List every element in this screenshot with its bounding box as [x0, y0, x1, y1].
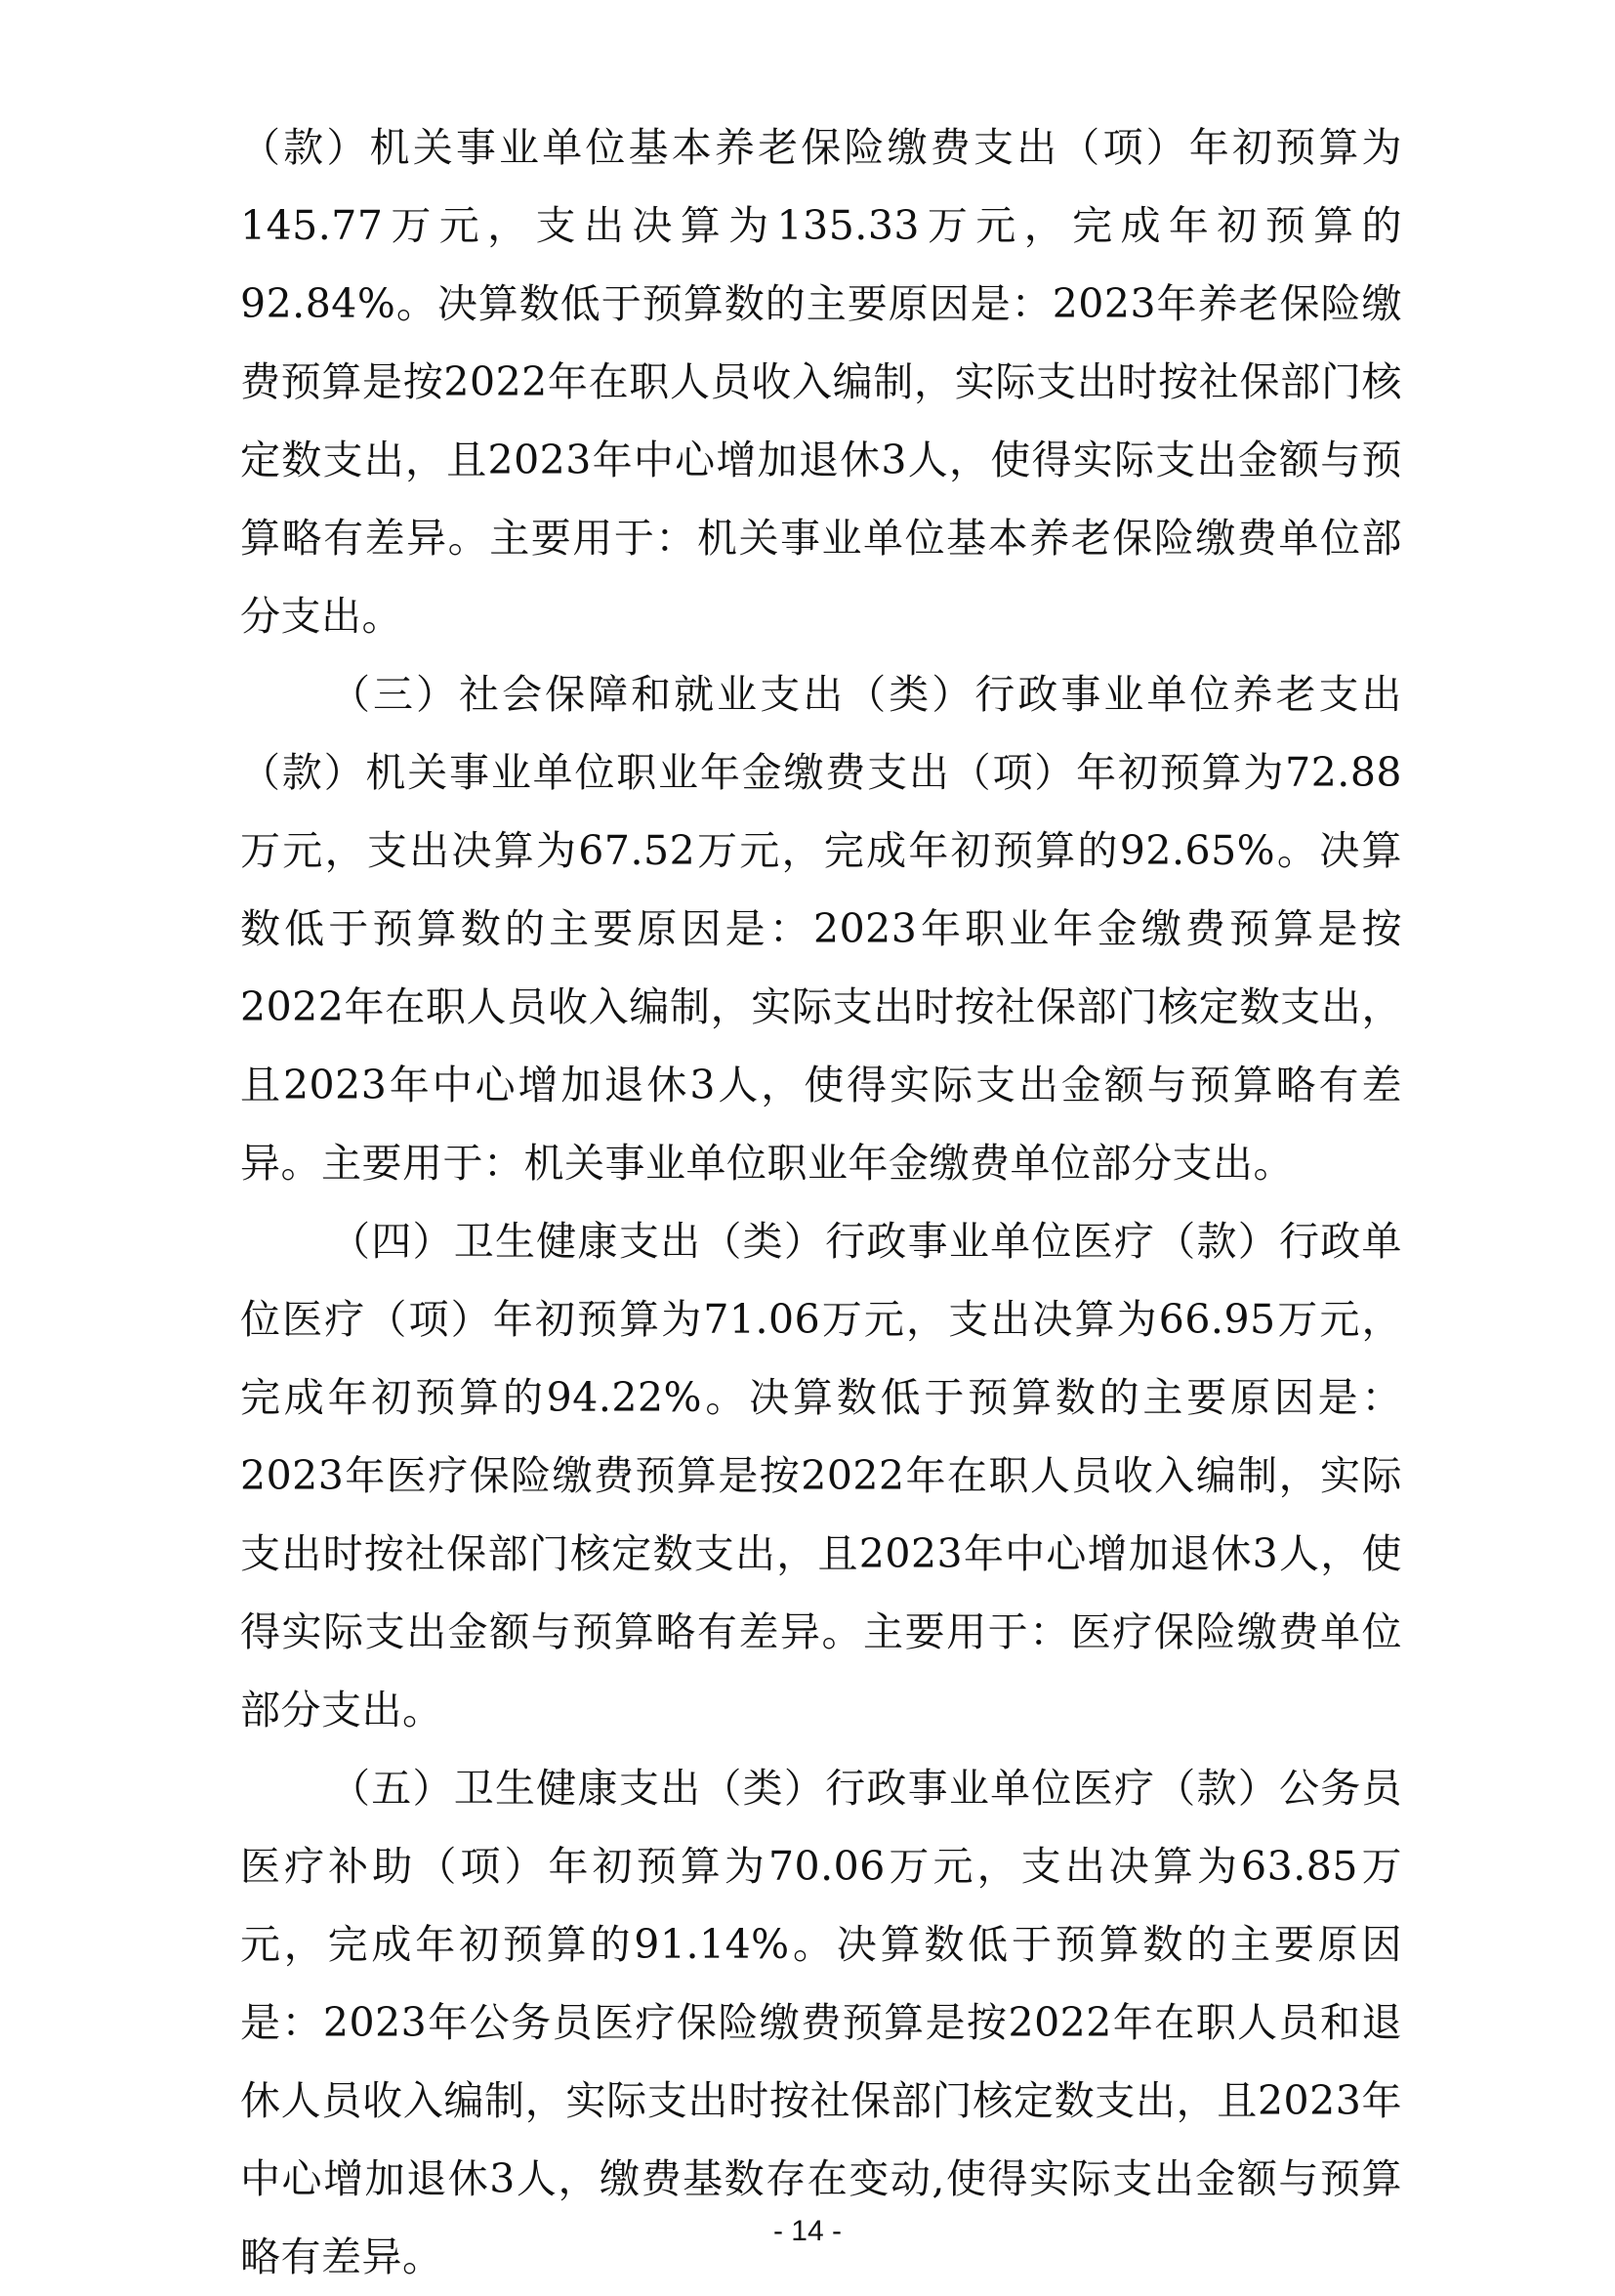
document-body	[240, 108, 1402, 2296]
paragraph-civil-servant-medical: （五）卫生健康支出（类）行政事业单位医疗（款）公务员医疗补助（项）年初预算为70.06万元，支出决算为63.85万元，完成年初预算的91.14%。决算数低于预算数的主要原因是：2023年公务员医疗保险缴费预算是按2022年在职人员和退休人员收入编制，实际支出时按社保部门核定数支出，且2023年中心增加退休3人，缴费基数存在变动,使得实际支出金额与预算略有差异。	[240, 1765, 1402, 2280]
paragraph-pension-continuation: （款）机关事业单位基本养老保险缴费支出（项）年初预算为145.77万元，支出决算为135.33万元，完成年初预算的92.84%。决算数低于预算数的主要原因是：2023年养老保险缴费预算是按2022年在职人员收入编制，实际支出时按社保部门核定数支出，且2023年中心增加退休3人，使得实际支出金额与预算略有差异。主要用于：机关事业单位基本养老保险缴费单位部分支出。	[240, 124, 1402, 640]
paragraph-occupational-annuity: （三）社会保障和就业支出（类）行政事业单位养老支出（款）机关事业单位职业年金缴费支出（项）年初预算为72.88万元，支出决算为67.52万元，完成年初预算的92.65%。决算数低于预算数的主要原因是：2023年职业年金缴费预算是按2022年在职人员收入编制，实际支出时按社保部门核定数支出，且2023年中心增加退休3人，使得实际支出金额与预算略有差异。主要用于：机关事业单位职业年金缴费单位部分支出。	[240, 671, 1402, 1187]
paragraph-administrative-medical: （四）卫生健康支出（类）行政事业单位医疗（款）行政单位医疗（项）年初预算为71.06万元，支出决算为66.95万元，完成年初预算的94.22%。决算数低于预算数的主要原因是：2023年医疗保险缴费预算是按2022年在职人员收入编制，实际支出时按社保部门核定数支出，且2023年中心增加退休3人，使得实际支出金额与预算略有差异。主要用于：医疗保险缴费单位部分支出。	[240, 1218, 1402, 1733]
page-number: - 14 -	[772, 2215, 843, 2247]
